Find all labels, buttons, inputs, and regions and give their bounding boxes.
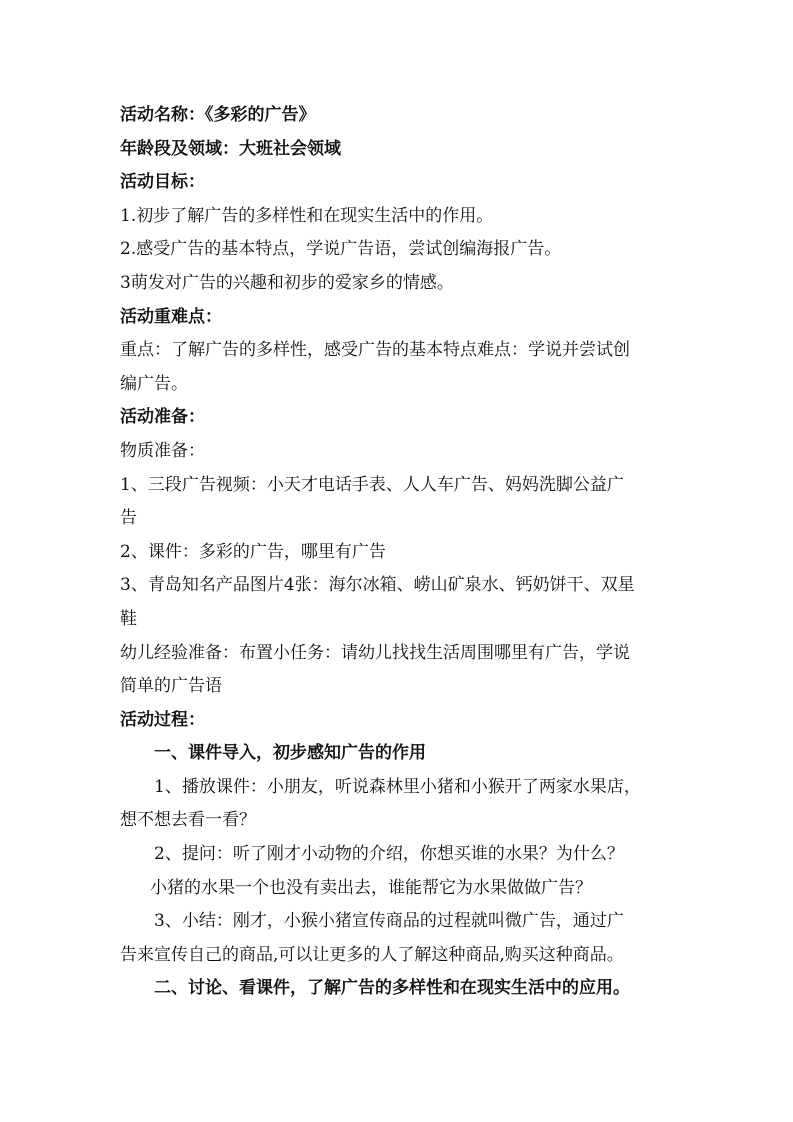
experience-prep: 幼儿经验准备：布置小任务：请幼儿找找生活周围哪里有广告，学说 — [120, 642, 630, 663]
prep-item-cont: 鞋 — [120, 608, 137, 629]
activity-title: 活动名称：《多彩的广告》 — [120, 105, 316, 125]
prep-item-cont: 告 — [120, 508, 137, 529]
step-text-cont: 告来宣传自己的商品,可以让更多的人了解这种商品,购买这种商品。 — [120, 944, 624, 965]
step-text-cont: 小猪的水果一个也没有卖出去，谁能帮它为水果做做广告？ — [150, 877, 592, 898]
section-heading: 一、课件导入，初步感知广告的作用 — [154, 743, 426, 764]
prep-heading: 活动准备： — [120, 407, 205, 428]
experience-prep-cont: 简单的广告语 — [120, 676, 222, 697]
key-points-heading: 活动重难点： — [120, 306, 222, 327]
prep-item: 1、三段广告视频：小天才电话手表、人人车广告、妈妈洗脚公益广 — [120, 474, 624, 495]
age-domain: 年龄段及领域：大班社会领域 — [120, 138, 341, 159]
goals-heading: 活动目标： — [120, 172, 205, 193]
key-points-text-cont: 编广告。 — [120, 373, 188, 394]
section-heading: 二、讨论、看课件，了解广告的多样性和在现实生活中的应用。 — [154, 978, 630, 999]
step-text-cont: 想不想去看一看？ — [120, 810, 256, 831]
step-text: 2、提问：听了刚才小动物的介绍，你想买谁的水果？为什么？ — [154, 844, 624, 865]
process-heading: 活动过程： — [120, 709, 205, 730]
material-prep-label: 物质准备： — [120, 440, 205, 461]
document-body — [120, 99, 680, 1006]
goal-item: 1.初步了解广告的多样性和在现实生活中的作用。 — [120, 205, 494, 226]
prep-item: 3、青岛知名产品图片4张：海尔冰箱、崂山矿泉水、钙奶饼干、双星 — [120, 575, 635, 596]
step-text: 1、播放课件：小朋友，听说森林里小猪和小猴开了两家水果店， — [154, 776, 641, 797]
goal-item: 2.感受广告的基本特点，学说广告语，尝试创编海报广告。 — [120, 239, 562, 260]
step-text: 3、小结：刚才，小猴小猪宣传商品的过程就叫微广告，通过广 — [154, 911, 624, 932]
goal-item: 3萌发对广告的兴趣和初步的爱家乡的情感。 — [120, 272, 454, 293]
prep-item: 2、课件：多彩的广告，哪里有广告 — [120, 541, 386, 562]
key-points-text: 重点：了解广告的多样性，感受广告的基本特点难点：学说并尝试创 — [120, 340, 630, 361]
